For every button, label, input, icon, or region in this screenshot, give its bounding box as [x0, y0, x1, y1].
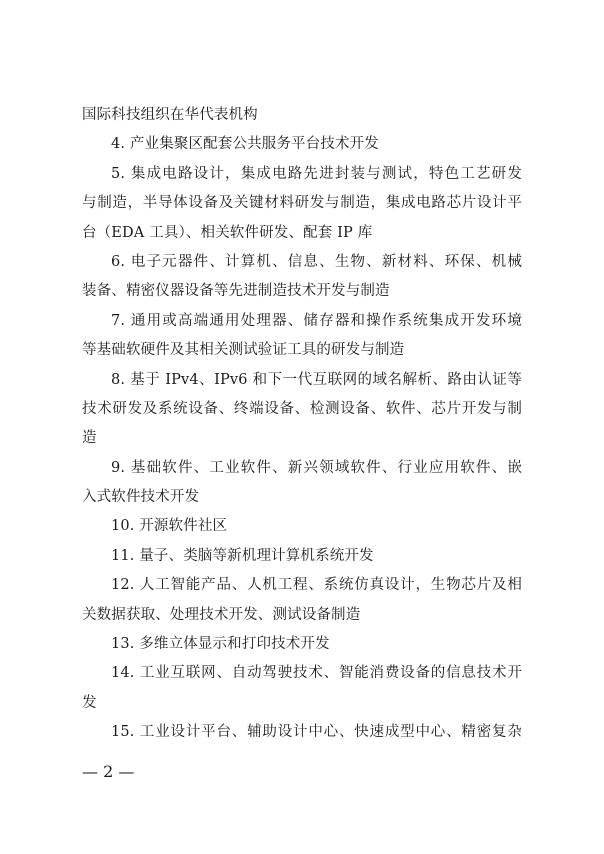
text-line: 入式软件技术开发 — [82, 489, 200, 506]
list-item-12: 12. 人工智能产品、人机工程、系统仿真设计，生物芯片及相 — [111, 577, 522, 594]
list-item-14: 14. 工业互联网、自动驾驶技术、智能消费设备的信息技术开 — [111, 665, 522, 682]
list-item-15: 15. 工业设计平台、辅助设计中心、快速成型中心、精密复杂 — [111, 724, 522, 741]
list-item-8: 8. 基于 IPv4、IPv6 和下一代互联网的域名解析、路由认证等 — [111, 371, 522, 388]
text-line: 造 — [82, 430, 97, 447]
text-line: 技术研发及系统设备、终端设备、检测设备、软件、芯片开发与制 — [82, 400, 522, 417]
text-line: 与制造，半导体设备及关键材料研发与制造，集成电路芯片设计平 — [82, 195, 522, 212]
text-line: 台（EDA 工具）、相关软件研发、配套 IP 库 — [82, 224, 373, 241]
text-line: 国际科技组织在华代表机构 — [82, 107, 258, 123]
text-line: 装备、精密仪器设备等先进制造技术开发与制造 — [82, 283, 390, 300]
text-line: 发 — [82, 694, 97, 711]
list-item-13: 13. 多维立体显示和打印技术开发 — [111, 636, 330, 653]
text-line: 关数据获取、处理技术开发、测试设备制造 — [82, 606, 361, 623]
list-item-9: 9. 基础软件、工业软件、新兴领域软件、行业应用软件、嵌 — [111, 459, 522, 476]
list-item-10: 10. 开源软件社区 — [111, 518, 228, 535]
list-item-7: 7. 通用或高端通用处理器、储存器和操作系统集成开发环境 — [111, 312, 522, 329]
document-body — [82, 101, 522, 748]
text-line: 等基础软硬件及其相关测试验证工具的研发与制造 — [82, 342, 405, 359]
list-item-6: 6. 电子元器件、计算机、信息、生物、新材料、环保、机械 — [111, 253, 522, 270]
list-item-5: 5. 集成电路设计，集成电路先进封装与测试，特色工艺研发 — [111, 165, 522, 182]
page-number: — 2 — — [82, 762, 135, 781]
list-item-11: 11. 量子、类脑等新机理计算机系统开发 — [111, 547, 374, 564]
list-item-4: 4. 产业集聚区配套公共服务平台技术开发 — [111, 136, 379, 153]
